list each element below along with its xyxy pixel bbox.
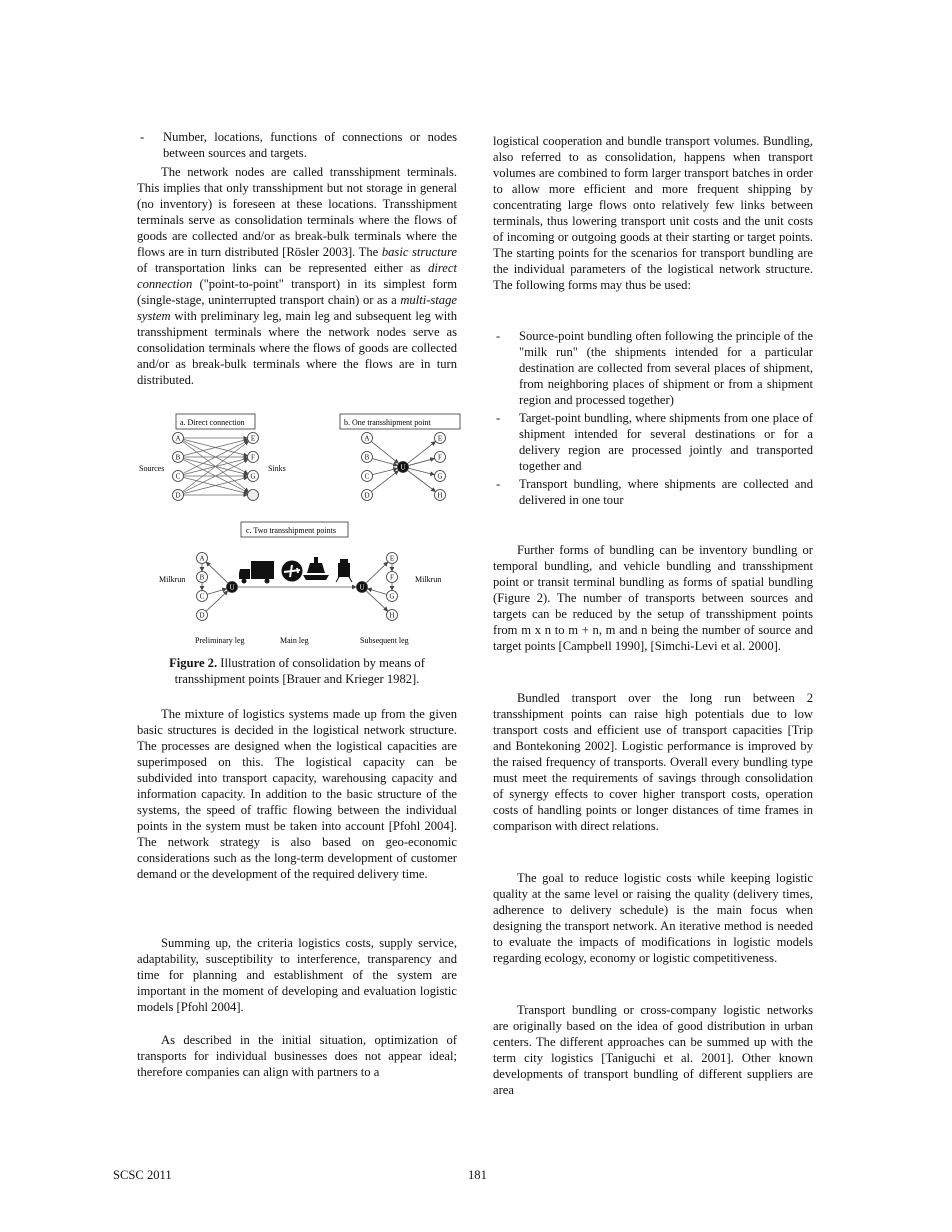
node-label: B xyxy=(175,453,181,462)
flow-arrow xyxy=(366,562,387,583)
flow-arrow xyxy=(373,468,397,474)
text: ("point-to-point" transport) in its simplest form (single-stage, uninterrupted transport chain) or as a xyxy=(137,277,457,307)
paragraph-text: Further forms of bundling can be inventory bundling or temporal bundling, and vehicle bundling and transshipment point or transit terminal bundling as forms of spatial bundling (Figure 2). The number of transports between sources and targets can be reduced by the setup of transshipment points from m x n to m + n, m and n being the number of source and target points [Campbell 1990], [Simchi-Levi et al. 2000]. xyxy=(493,543,813,653)
node-label: D xyxy=(199,611,205,620)
main-leg-label: Main leg xyxy=(280,636,309,645)
bullet-text: Transport bundling, where shipments are collected and delivered in one tour xyxy=(519,477,813,507)
paragraph-text: As described in the initial situation, optimization of transports for individual businesses does not appear ideal; therefore companies can align with partners to a xyxy=(137,1033,457,1079)
node-label: F xyxy=(390,573,394,582)
node-label: U xyxy=(229,583,235,592)
paragraph-text: logistical cooperation and bundle transport volumes. Bundling, also referred to as consolidation, happens when transport volumes are combined to form larger transport batches in order to allow more efficient and more frequent shipping by concentrating large flows onto relatively few links between terminals, thus lowering transport unit costs and the unit costs of incoming or outgoing goods at their starting or target points. The starting points for the scenarios for transport bundling are the individual parameters of the logistical network structure. The following forms may thus be used: xyxy=(493,134,813,292)
panel-label: a. Direct connection xyxy=(180,418,245,427)
text: of transportation links can be represented either as xyxy=(137,261,429,275)
node-label: U xyxy=(359,583,365,592)
node-label: H xyxy=(389,611,395,620)
bullet-text: Number, locations, functions of connections or nodes between sources and targets. xyxy=(163,130,457,160)
flow-arrow xyxy=(372,442,399,463)
emphasis: multi-stage system xyxy=(137,293,457,323)
emphasis: direct connection xyxy=(137,261,457,291)
node-label: A xyxy=(175,434,181,443)
emphasis: basic structure xyxy=(381,245,457,259)
paragraph xyxy=(137,164,457,388)
paragraph-text: Bundled transport over the long run between 2 transshipment points can raise high potentials due to low transport costs and efficient use of transport capacities [Trip and Bontekoning 2002]. Logistic performance is improved by the raised frequency of transports. Overall every bundling type must meet the requirements of savings through consolidation of synergy effects to cover higher transport costs, operation costs of handling points or longer distances of time frames in comparison with direct relations. xyxy=(493,691,813,833)
figure-consolidation xyxy=(135,405,465,650)
paragraph xyxy=(137,1032,457,1080)
figure-caption xyxy=(137,655,457,687)
node-label: G xyxy=(250,472,256,481)
node-label: B xyxy=(199,573,205,582)
node-label: G xyxy=(437,472,443,481)
flow-arrow xyxy=(409,468,434,474)
paragraph-text: Transport bundling or cross-company logistic networks are originally based on the idea of good distribution in urban centers. The different approaches can be summed up with the term city logistics [Taniguchi et al. 2001]. Other known developments of transport bundling of different suppliers are area xyxy=(493,1003,813,1097)
panel-one-transshipment xyxy=(340,414,460,429)
airplane-icon xyxy=(282,561,303,582)
node-label: B xyxy=(364,453,370,462)
left-bullet: - Number, locations, functions of connections or nodes between sources and targets. xyxy=(140,130,457,160)
node-label: A xyxy=(199,554,205,563)
bullet-text: Target-point bundling, where shipments from one place of shipment intended for several destinations or for a delivery region are processed jointly and transported together and xyxy=(519,411,813,473)
paragraph xyxy=(137,706,457,882)
truck-icon xyxy=(239,561,274,584)
flow-arrow xyxy=(408,442,436,464)
node-label: C xyxy=(175,472,181,481)
text: The network nodes are called transshipment terminals. This implies that only transshipment but not storage in general (no inventory) is foreseen at these locations. Transshipment terminals serve as consolidation terminals where the flows of goods are collected and/or as break-bulk terminals where the flows are in turn distributed [Rösler 2003]. The xyxy=(137,165,457,259)
paragraph-text: The goal to reduce logistic costs while keeping logistic quality at the same level or raising the quality (delivery times, adherence to delivery schedule) is the main focus when designing the transport network. An iterative method is needed to evaluate the impacts of modifications in logistic models regarding ecology, economy or logistic competitiveness. xyxy=(493,871,813,965)
footer-conference: SCSC 2011 xyxy=(113,1168,172,1182)
panel-label: c. Two transshipment points xyxy=(246,526,336,535)
bullet-text: Source-point bundling often following the principle of the "milk run" (the shipments intended for a particular destination are collected from several places of shipment, from neighboring places of shipment or from a shipment region and processed together) xyxy=(519,329,813,407)
node-label: D xyxy=(175,491,181,500)
node-label: C xyxy=(199,592,205,601)
sources-label: Sources xyxy=(139,464,165,473)
subsequent-leg-label: Subsequent leg xyxy=(360,636,409,645)
node-label: A xyxy=(364,434,370,443)
milkrun-label: Milkrun xyxy=(415,575,442,584)
node-label: G xyxy=(389,592,395,601)
node-label: U xyxy=(400,463,406,472)
paragraph xyxy=(493,1002,813,1098)
text: with preliminary leg, main leg and subsequent leg with transshipment terminals where the network nodes serve as consolidation terminals where the flows of goods are collected and/or as break-bulk terminals where the flows are in turn distributed. xyxy=(137,309,457,387)
sinks-label: Sinks xyxy=(268,464,286,473)
list-item: - Target-point bundling, where shipments from one place of shipment intended for several destinations or for a delivery region are processed jointly and transported together and xyxy=(496,411,813,473)
list-item: - Transport bundling, where shipments are collected and delivered in one tour xyxy=(496,477,813,507)
caption-text: Illustration of consolidation by means of transshipment points [Brauer and Krieger 1982]. xyxy=(174,656,425,686)
node-blank xyxy=(248,490,259,501)
paragraph xyxy=(493,690,813,834)
bullet-list xyxy=(493,328,813,508)
panel-label: b. One transshipment point xyxy=(344,418,431,427)
node-label: H xyxy=(437,491,443,500)
paragraph xyxy=(493,870,813,966)
caption-label: Figure 2. xyxy=(169,656,218,670)
node-label: E xyxy=(389,554,395,563)
paragraph xyxy=(493,542,813,654)
list-item: - Source-point bundling often following the principle of the "milk run" (the shipments intended for a particular destination are collected from several places of shipment, from neighboring places of shipment or from a shipment region and processed together) xyxy=(496,329,813,407)
preliminary-leg-label: Preliminary leg xyxy=(195,636,245,645)
ship-icon xyxy=(303,557,329,580)
paragraph-text: The mixture of logistics systems made up from the given basic structures is decided in the logistical network structure. The processes are designed when the logistical capacities are superimposed on this. The logistical capacity can be subdivided into transport capacity, warehousing capacity and information capacity. In addition to the basic structure of the systems, the speed of traffic flowing between the individual points in the system must be taken into account [Pfohl 2004]. The network strategy is also based on geo-economic considerations such as the long-term development of customer demand or the development of the required delivery time. xyxy=(137,707,457,881)
paragraph xyxy=(493,133,813,293)
train-icon xyxy=(336,559,352,582)
flow-arrow xyxy=(208,589,227,595)
panel-two-transshipment xyxy=(159,522,441,645)
paragraph-text: Summing up, the criteria logistics costs, supply service, adaptability, susceptibility to interference, transparency and time for planning and establishment of the system are important in the moment of developing and evaluation logistic models [Pfohl 2004]. xyxy=(137,936,457,1014)
node-label: E xyxy=(250,434,256,443)
page-number: 181 xyxy=(468,1168,487,1182)
node-label: C xyxy=(364,472,370,481)
node-label: E xyxy=(437,434,443,443)
flow-arrow xyxy=(368,589,387,595)
milkrun-label: Milkrun xyxy=(159,575,186,584)
node-label: F xyxy=(438,453,442,462)
node-label: F xyxy=(251,453,255,462)
paragraph xyxy=(137,935,457,1015)
node-label: D xyxy=(364,491,370,500)
flow-arrow xyxy=(206,562,227,583)
